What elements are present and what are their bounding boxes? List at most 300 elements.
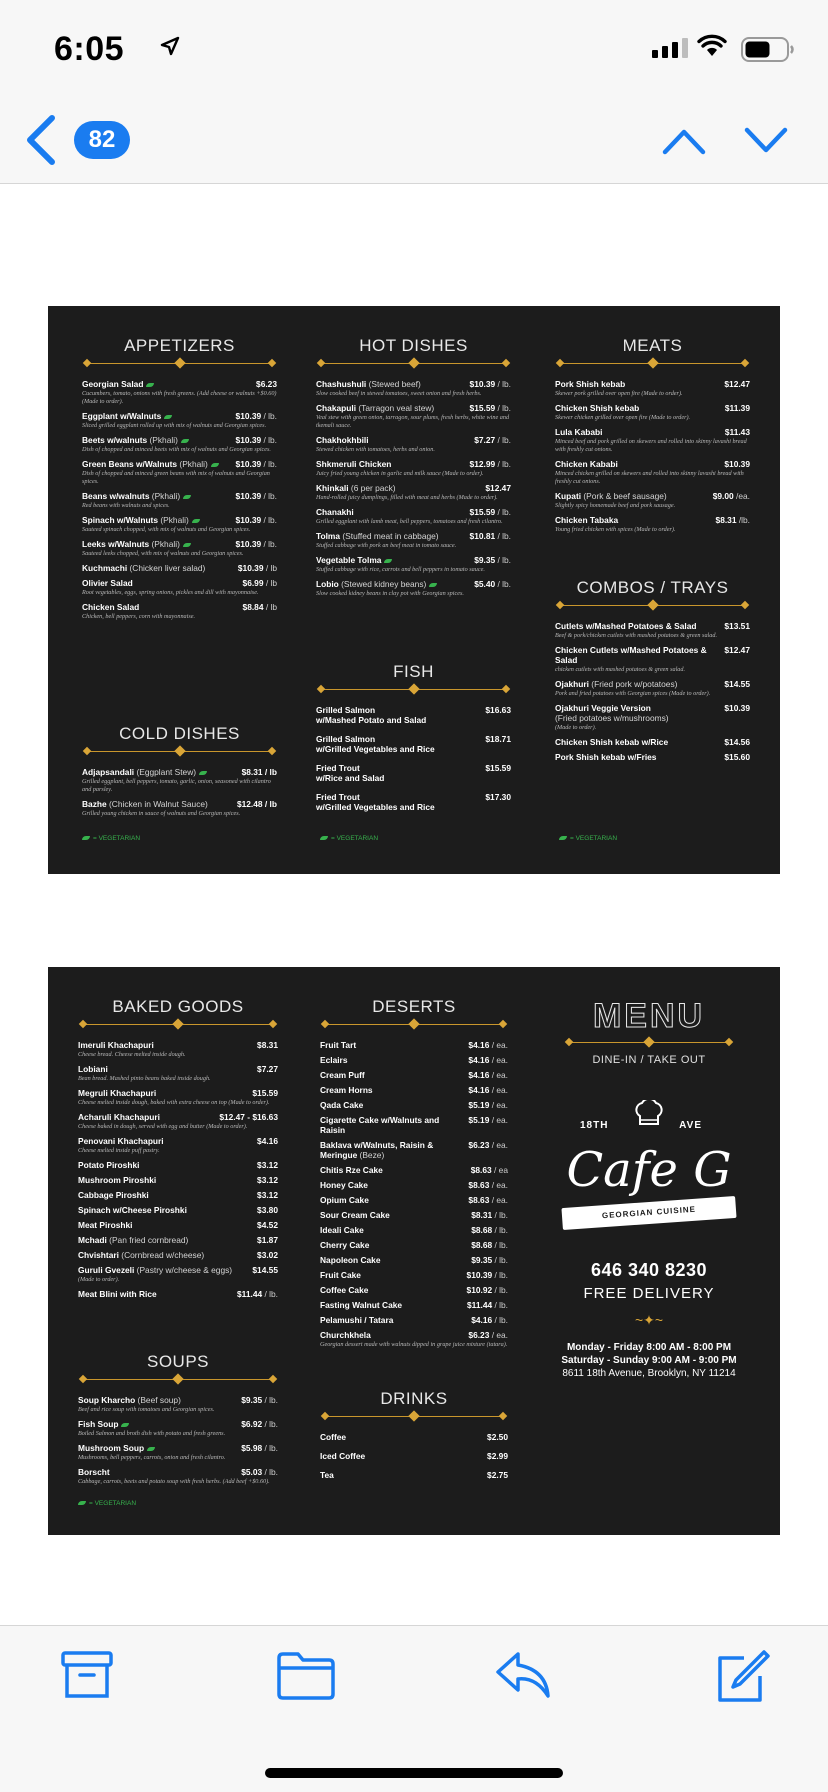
menu-item-unit: / lb.: [492, 1315, 508, 1325]
menu-item: [316, 483, 511, 502]
menu-item-price: $8.63: [470, 1165, 492, 1175]
menu-item-row: [78, 1112, 278, 1122]
menu-item-name-wrap: [320, 1165, 383, 1175]
menu-item: [78, 1443, 278, 1462]
menu-item-name-wrap: [320, 1315, 393, 1325]
menu-item-row: [320, 1240, 508, 1250]
compose-icon[interactable]: [714, 1650, 770, 1704]
menu-item-description: Pork and fried potatoes with Georgian spices (Made to order).: [555, 690, 711, 697]
menu-item-name-wrap: [316, 403, 434, 413]
section-title: BAKED GOODS: [112, 997, 244, 1016]
leaf-icon: [82, 836, 90, 840]
menu-item-name: Acharuli Khachapuri: [78, 1112, 160, 1122]
menu-item-price: $4.16: [468, 1085, 490, 1095]
menu-item: [316, 459, 511, 478]
menu-item-name: Meat Blini with Rice: [78, 1289, 157, 1299]
dine-in-take-out: DINE-IN / TAKE OUT: [592, 1054, 706, 1066]
menu-item-name-wrap: [82, 602, 139, 612]
menu-item-name-line2: w/Rice and Salad: [316, 773, 385, 783]
menu-item-price: $6.23: [468, 1330, 490, 1340]
menu-item-description: Grilled eggplant, bell peppers, tomato, garlic, onion, seasoned with cilantro and parsley.: [82, 778, 271, 793]
menu-item-price-wrap: [257, 1220, 278, 1230]
menu-item-description: Georgian dessert made with walnuts dipped in grape juice mixture (tatara).: [320, 1341, 508, 1348]
menu-item-price: $12.47: [724, 645, 750, 655]
section-title: APPETIZERS: [124, 336, 235, 355]
menu-item-unit: / lb.: [261, 459, 277, 469]
menu-item-unit: / lb.: [262, 1443, 278, 1453]
menu-item-unit: / ea.: [489, 1055, 508, 1065]
menu-item-name-wrap: [82, 578, 133, 588]
menu-item-price: $3.12: [257, 1175, 278, 1185]
menu-item-row: [320, 1470, 508, 1480]
menu-item-row: [320, 1070, 508, 1080]
menu-item-subtitle: (Chicken in Walnut Sauce): [106, 799, 208, 809]
menu-item-unit: / lb.: [262, 1419, 278, 1429]
menu-item-description: Cabbage, carrots, beets and potato soup with fresh herbs. (Add beef +$0.60).: [78, 1478, 270, 1485]
menu-item-subtitle: (Pastry w/cheese & eggs): [134, 1265, 233, 1275]
previous-message-chevron-up-icon[interactable]: [662, 124, 706, 158]
menu-item: [316, 379, 511, 398]
menu-item-unit: / ea.: [489, 1115, 508, 1125]
menu-item-name-wrap: [78, 1250, 204, 1260]
menu-item-name: Borscht: [78, 1467, 110, 1477]
menu-item-price-wrap: [471, 1225, 508, 1235]
menu-item-name-wrap: [316, 555, 392, 565]
menu-item-name: Sour Cream Cake: [320, 1210, 390, 1220]
menu-item-price: $12.99: [469, 459, 496, 469]
gold-divider: [316, 359, 511, 367]
menu-item-name: Potato Piroshki: [78, 1160, 140, 1170]
menu-item-description: chicken cutlets with mashed potatoes & green salad.: [555, 666, 686, 673]
menu-item-price-wrap: [470, 459, 511, 469]
section-drinks: [320, 1389, 508, 1489]
free-delivery: FREE DELIVERY: [583, 1285, 715, 1302]
vegetarian-leaf-icon: [199, 771, 207, 775]
menu-item-row: [82, 379, 277, 389]
menu-item-name-wrap: [320, 1300, 402, 1310]
menu-item: [316, 792, 511, 812]
menu-item-price: $10.39: [235, 435, 262, 445]
menu-item-price-wrap: [467, 1285, 508, 1295]
menu-item-name: Chakapuli: [316, 403, 357, 413]
menu-item-name: Adjapsandali: [82, 767, 135, 777]
menu-item-name: Soup Kharcho: [78, 1395, 136, 1405]
archive-icon[interactable]: [60, 1650, 114, 1700]
menu-item-row: [82, 539, 277, 549]
menu-item-name-wrap: [78, 1175, 156, 1185]
menu-item-row: [78, 1467, 278, 1477]
menu-item-row: [82, 491, 277, 501]
section-soups: [78, 1352, 278, 1491]
menu-item-description: Stuffed cabbage with pork an beef meat in tomato sauce.: [316, 542, 457, 549]
menu-item-price-wrap: [724, 679, 750, 689]
menu-item: [555, 703, 750, 732]
next-message-chevron-down-icon[interactable]: [744, 124, 788, 158]
menu-item-name: Guruli Gvezeli: [78, 1265, 135, 1275]
menu-item-name-wrap: [78, 1289, 157, 1299]
menu-item-price: $10.39: [469, 379, 496, 389]
menu-item-name-line2: w/Mashed Potato and Salad: [316, 715, 427, 725]
menu-item-name: Pelamushi / Tatara: [320, 1315, 394, 1325]
menu-item-name: Mushroom Piroshki: [78, 1175, 157, 1185]
vegetarian-legend: = VEGETARIAN: [559, 835, 617, 842]
vegetarian-leaf-icon: [181, 439, 189, 443]
menu-item-price: $5.19: [468, 1115, 490, 1125]
menu-item-price-wrap: [724, 379, 750, 389]
menu-item-description: Juicy fried young chicken in garlic and milk sauce (Made to order).: [316, 470, 484, 477]
menu-item-description: Stewed chicken with tomatoes, herbs and onion.: [316, 446, 435, 453]
menu-item-subtitle: (Pkhali): [149, 539, 180, 549]
menu-item-name: Fried Trout: [316, 792, 360, 802]
menu-item-name-wrap: [316, 379, 421, 389]
menu-item-unit: / lb.: [495, 379, 511, 389]
menu-item-name: Leeks w/Walnuts: [82, 539, 150, 549]
menu-item-price-wrap: [471, 1165, 508, 1175]
menu-item-price-wrap: [467, 1270, 508, 1280]
menu-item-price: $4.16: [468, 1070, 490, 1080]
menu-item: [78, 1175, 278, 1185]
section-title: SOUPS: [146, 1352, 210, 1371]
menu-item-row: [316, 483, 511, 493]
menu-item-price: $10.39: [235, 411, 262, 421]
menu-item-price: $9.00: [712, 491, 734, 501]
hours-weekday: Monday - Friday 8:00 AM - 8:00 PM: [566, 1342, 732, 1353]
menu-item-name: Grilled Salmon: [316, 734, 376, 744]
menu-item-price-wrap: [468, 1085, 508, 1095]
menu-item-name-wrap: [320, 1330, 371, 1340]
menu-item-row: [78, 1289, 278, 1299]
menu-item-subtitle: (6 per pack): [348, 483, 396, 493]
menu-item-price: $8.68: [471, 1225, 493, 1235]
menu-item-name-wrap: [316, 459, 391, 469]
menu-item: [316, 555, 511, 574]
menu-item-name: Lobio: [316, 579, 339, 589]
menu-item-name: Chitis Rze Cake: [320, 1165, 383, 1175]
menu-item-row: [78, 1205, 278, 1215]
menu-item-row: [555, 403, 750, 413]
gold-divider: [564, 1038, 734, 1046]
menu-item: [78, 1112, 278, 1131]
menu-item-name: Iced Coffee: [320, 1451, 366, 1461]
menu-item-subtitle: (Fried pork w/potatoes): [588, 679, 678, 689]
menu-item-row: [82, 563, 277, 573]
menu-item-name: Imeruli Khachapuri: [78, 1040, 154, 1050]
menu-item-name: Fried Trout: [316, 763, 360, 773]
menu-item-price-wrap: [467, 1300, 508, 1310]
menu-item-row: [316, 435, 511, 445]
menu-item-unit: / lb.: [495, 507, 511, 517]
menu-item-unit: / lb.: [492, 1225, 508, 1235]
leaf-icon: [78, 1501, 86, 1505]
item-list: [320, 1040, 508, 1349]
menu-item-name-wrap: [320, 1225, 364, 1235]
vegetarian-leaf-icon: [384, 559, 392, 563]
menu-item-row: [555, 515, 750, 525]
menu-item-price-wrap: [485, 763, 511, 773]
menu-item-price-wrap: [236, 411, 277, 421]
menu-item-row: [316, 531, 511, 541]
menu-item-name: Coffee: [320, 1432, 347, 1442]
menu-item-price-wrap: [471, 1210, 508, 1220]
menu-item: [316, 734, 511, 754]
menu-item-price: $10.92: [466, 1285, 493, 1295]
menu-item-description: Cheese melted inside puff pastry.: [78, 1147, 160, 1154]
menu-item-description: Sauteed leeks chopped, with mix of walnuts and Georgian spices.: [82, 550, 244, 557]
menu-item-subtitle: (Beze): [357, 1150, 385, 1160]
phone-number: 646 340 8230: [590, 1260, 708, 1280]
item-list: [82, 379, 277, 621]
section-combos-trays: [555, 578, 750, 767]
menu-item-price: $15.59: [469, 403, 496, 413]
section-title: COLD DISHES: [119, 724, 240, 743]
menu-item-unit: / lb.: [261, 515, 277, 525]
menu-item-price-wrap: [725, 427, 750, 437]
item-list: [320, 1432, 508, 1480]
menu-item-unit: / ea.: [489, 1085, 508, 1095]
menu-item-name-wrap: [320, 1195, 369, 1205]
menu-item: [82, 539, 277, 558]
menu-item-unit: / lb.: [262, 1289, 278, 1299]
menu-item-price: $3.12: [257, 1190, 278, 1200]
menu-item-name-wrap: [78, 1265, 232, 1275]
menu-item-name-wrap: [555, 752, 656, 762]
menu-item-unit: / lb.: [495, 579, 511, 589]
menu-item-name-wrap: [82, 539, 191, 549]
menu-item-name-wrap: [320, 1432, 346, 1442]
menu-item-name-wrap: [320, 1210, 390, 1220]
menu-item-name-wrap: [78, 1220, 132, 1230]
menu-item-price: $3.12: [257, 1160, 278, 1170]
menu-item-row: [555, 459, 750, 469]
menu-item-row: [82, 767, 277, 777]
menu-item-name: Pork Shish kebab: [555, 379, 626, 389]
menu-item-name-wrap: [555, 703, 669, 723]
menu-item-row: [320, 1330, 508, 1340]
menu-item-unit: / lb: [263, 602, 277, 612]
folder-icon[interactable]: [276, 1650, 336, 1700]
menu-item-name: Chicken Salad: [82, 602, 140, 612]
menu-item-price: $11.44: [467, 1300, 493, 1310]
gold-divider: [82, 747, 277, 755]
menu-item: [555, 403, 750, 422]
menu-item-price-wrap: [474, 579, 511, 589]
menu-item-price: $15.59: [485, 763, 511, 773]
menu-item-row: [78, 1088, 278, 1098]
menu-item-name-wrap: [555, 459, 618, 469]
menu-item-price: $7.27: [257, 1064, 278, 1074]
menu-item-unit: / ea: [491, 1165, 508, 1175]
gold-divider: [78, 1020, 278, 1028]
menu-item-price-wrap: [724, 737, 750, 747]
section-cold-dishes: [82, 724, 277, 823]
menu-item-price-wrap: [243, 578, 277, 588]
menu-item-description: Skewer pork grilled over open fire (Made to order).: [555, 390, 683, 397]
message-count-badge[interactable]: 82: [74, 121, 130, 159]
vegetarian-leaf-icon: [183, 495, 191, 499]
menu-item-price-wrap: [725, 403, 750, 413]
menu-item-name-wrap: [316, 507, 354, 517]
menu-item-price-wrap: [236, 515, 277, 525]
menu-item-price-wrap: [257, 1205, 278, 1215]
vegetarian-legend: = VEGETARIAN: [78, 1500, 136, 1507]
menu-item-price: $8.63: [468, 1195, 490, 1205]
menu-item-price-wrap: [243, 602, 277, 612]
section-hot-dishes: [316, 336, 511, 603]
item-list: [316, 705, 511, 812]
back-chevron-icon[interactable]: [22, 114, 62, 166]
menu-item-row: [320, 1255, 508, 1265]
menu-item-price: $6.92: [241, 1419, 263, 1429]
menu-item-row: [78, 1136, 278, 1146]
menu-item-row: [320, 1270, 508, 1280]
menu-item-name-wrap: [320, 1055, 347, 1065]
menu-item-name: Spinach w/Cheese Piroshki: [78, 1205, 187, 1215]
menu-item-price-wrap: [468, 1055, 508, 1065]
menu-item-row: [82, 411, 277, 421]
status-bar: [0, 0, 828, 100]
menu-item-row: [78, 1064, 278, 1074]
menu-item-price: $8.31: [257, 1040, 278, 1050]
section-title: COMBOS / TRAYS: [576, 578, 729, 597]
menu-item-row: [555, 379, 750, 389]
menu-item-subtitle: (Pan fried cornbread): [106, 1235, 189, 1245]
menu-item-name: Qada Cake: [320, 1100, 364, 1110]
menu-item-name: Lobiani: [78, 1064, 108, 1074]
menu-item-row: [316, 705, 511, 725]
menu-item-description: Cucumbers, tomato, onions with fresh greens. (Add cheese or walnuts +$0.60) (Made to order).: [82, 390, 277, 405]
home-indicator[interactable]: [265, 1768, 563, 1778]
menu-item-price-wrap: [471, 1315, 508, 1325]
menu-item-name-wrap: [316, 531, 439, 541]
menu-item-name: Ideali Cake: [320, 1225, 364, 1235]
menu-item-unit: /lb.: [736, 515, 750, 525]
menu-item: [320, 1055, 508, 1065]
menu-item-price: $6.23: [468, 1140, 490, 1150]
menu-item-price: $7.27: [474, 435, 496, 445]
menu-item-description: Hand-rolled juicy dumplings, filled with meat and herbs (Made to order).: [316, 494, 498, 501]
menu-item-price: $2.99: [487, 1451, 508, 1461]
menu-item-row: [320, 1285, 508, 1295]
menu-item-name-wrap: [78, 1235, 188, 1245]
menu-item-name-wrap: [78, 1088, 156, 1098]
gold-divider: [82, 359, 277, 367]
menu-item-price: $4.52: [257, 1220, 278, 1230]
menu-item-unit: / ea.: [489, 1140, 508, 1150]
menu-item: [320, 1330, 508, 1349]
menu-item-name-wrap: [320, 1270, 361, 1280]
menu-item-description: Skewer chicken grilled over open fire (Made to order).: [555, 414, 691, 421]
menu-item-subtitle: (Stuffed meat in cabbage): [340, 531, 439, 541]
menu-item: [320, 1255, 508, 1265]
menu-item-price-wrap: [468, 1100, 508, 1110]
wifi-icon: [697, 34, 727, 58]
menu-item-price: $16.63: [485, 705, 511, 715]
menu-item-name-wrap: [555, 515, 618, 525]
menu-item: [78, 1160, 278, 1170]
menu-item-price: $15.59: [469, 507, 496, 517]
menu-item-unit: / lb.: [492, 1270, 508, 1280]
menu-item-price: $12.48 / lb: [236, 799, 277, 809]
menu-item-description: Young fried chicken with spices (Made to order).: [555, 526, 676, 533]
menu-item-name-wrap: [320, 1180, 368, 1190]
menu-item-name-wrap: [78, 1064, 108, 1074]
logo-ave: AVE: [679, 1120, 702, 1131]
menu-item-name: Churchkhela: [320, 1330, 371, 1340]
menu-item-price-wrap: [257, 1190, 278, 1200]
brand-column: [544, 997, 754, 1379]
location-arrow-icon: [160, 36, 180, 56]
menu-item: [320, 1270, 508, 1280]
menu-item-unit: / lb.: [495, 531, 511, 541]
menu-item: [78, 1136, 278, 1155]
menu-item: [82, 602, 277, 621]
menu-item-subtitle: (Cornbread w/cheese): [118, 1250, 205, 1260]
menu-item-name-wrap: [82, 515, 200, 525]
section-meats: [555, 336, 750, 539]
email-image-content[interactable]: [0, 185, 828, 1625]
menu-item-description: Slow cooked kidney beans in clay pot with Georgian spices.: [316, 590, 464, 597]
menu-item-name-wrap: [320, 1070, 365, 1080]
menu-item-name: Napoleon Cake: [320, 1255, 381, 1265]
menu-item: [316, 579, 511, 598]
menu-item-name: Ojakhuri Veggie Version: [555, 703, 651, 713]
vegetarian-leaf-icon: [429, 583, 437, 587]
menu-item-unit: / ea.: [489, 1040, 508, 1050]
menu-item-price: $13.51: [724, 621, 750, 631]
menu-item-name-wrap: [78, 1467, 110, 1477]
menu-item-row: [78, 1235, 278, 1245]
menu-item: [82, 379, 277, 406]
menu-item-name-wrap: [555, 403, 639, 413]
menu-item-price: $6.99: [242, 578, 264, 588]
menu-item-unit: / ea.: [489, 1070, 508, 1080]
menu-item-price-wrap: [485, 705, 511, 715]
menu-item-subtitle: (Pkhali): [177, 459, 208, 469]
vegetarian-leaf-icon: [121, 1423, 129, 1427]
menu-item-name: Khinkali: [316, 483, 349, 493]
menu-item-name-wrap: [555, 737, 668, 747]
menu-item-row: [78, 1040, 278, 1050]
menu-item-description: Dish of chopped and minced green beans with mix of walnuts and Georgian spices.: [82, 470, 270, 485]
menu-item-row: [82, 578, 277, 588]
menu-item-description: Cheese baked in dough, served with egg and butter (Made to order).: [78, 1123, 248, 1130]
menu-item-name: Eggplant w/Walnuts: [82, 411, 162, 421]
menu-item-price-wrap: [468, 1040, 508, 1050]
menu-item-subtitle: (Fried potatoes w/mushrooms): [555, 713, 669, 723]
menu-item-price: $10.39: [235, 539, 262, 549]
menu-item-unit: / lb.: [492, 1210, 508, 1220]
item-list: [78, 1040, 278, 1299]
menu-item-name: Opium Cake: [320, 1195, 369, 1205]
menu-item-name-wrap: [316, 705, 426, 725]
menu-item-price: $2.75: [487, 1470, 508, 1480]
reply-icon[interactable]: [494, 1650, 552, 1700]
menu-item-unit: / lb: [263, 578, 277, 588]
menu-item-description: Grilled eggplant with lamb meat, bell peppers, tomatoes and fresh cilantro.: [316, 518, 503, 525]
menu-item-subtitle: (Stewed kidney beans): [338, 579, 427, 589]
menu-item-price: $10.39: [235, 515, 262, 525]
menu-item-name-wrap: [78, 1395, 181, 1405]
menu-item: [316, 435, 511, 454]
menu-item-name: Megruli Khachapuri: [78, 1088, 157, 1098]
menu-item-price-wrap: [724, 703, 750, 713]
menu-item-row: [320, 1085, 508, 1095]
menu-item-description: Minced chicken grilled on skewers and rolled into skinny lavashi bread with freshly cut onions.: [555, 470, 744, 485]
menu-item: [316, 763, 511, 783]
menu-title: MENU: [592, 997, 706, 1035]
menu-item-price-wrap: [485, 483, 511, 493]
menu-item: [78, 1190, 278, 1200]
